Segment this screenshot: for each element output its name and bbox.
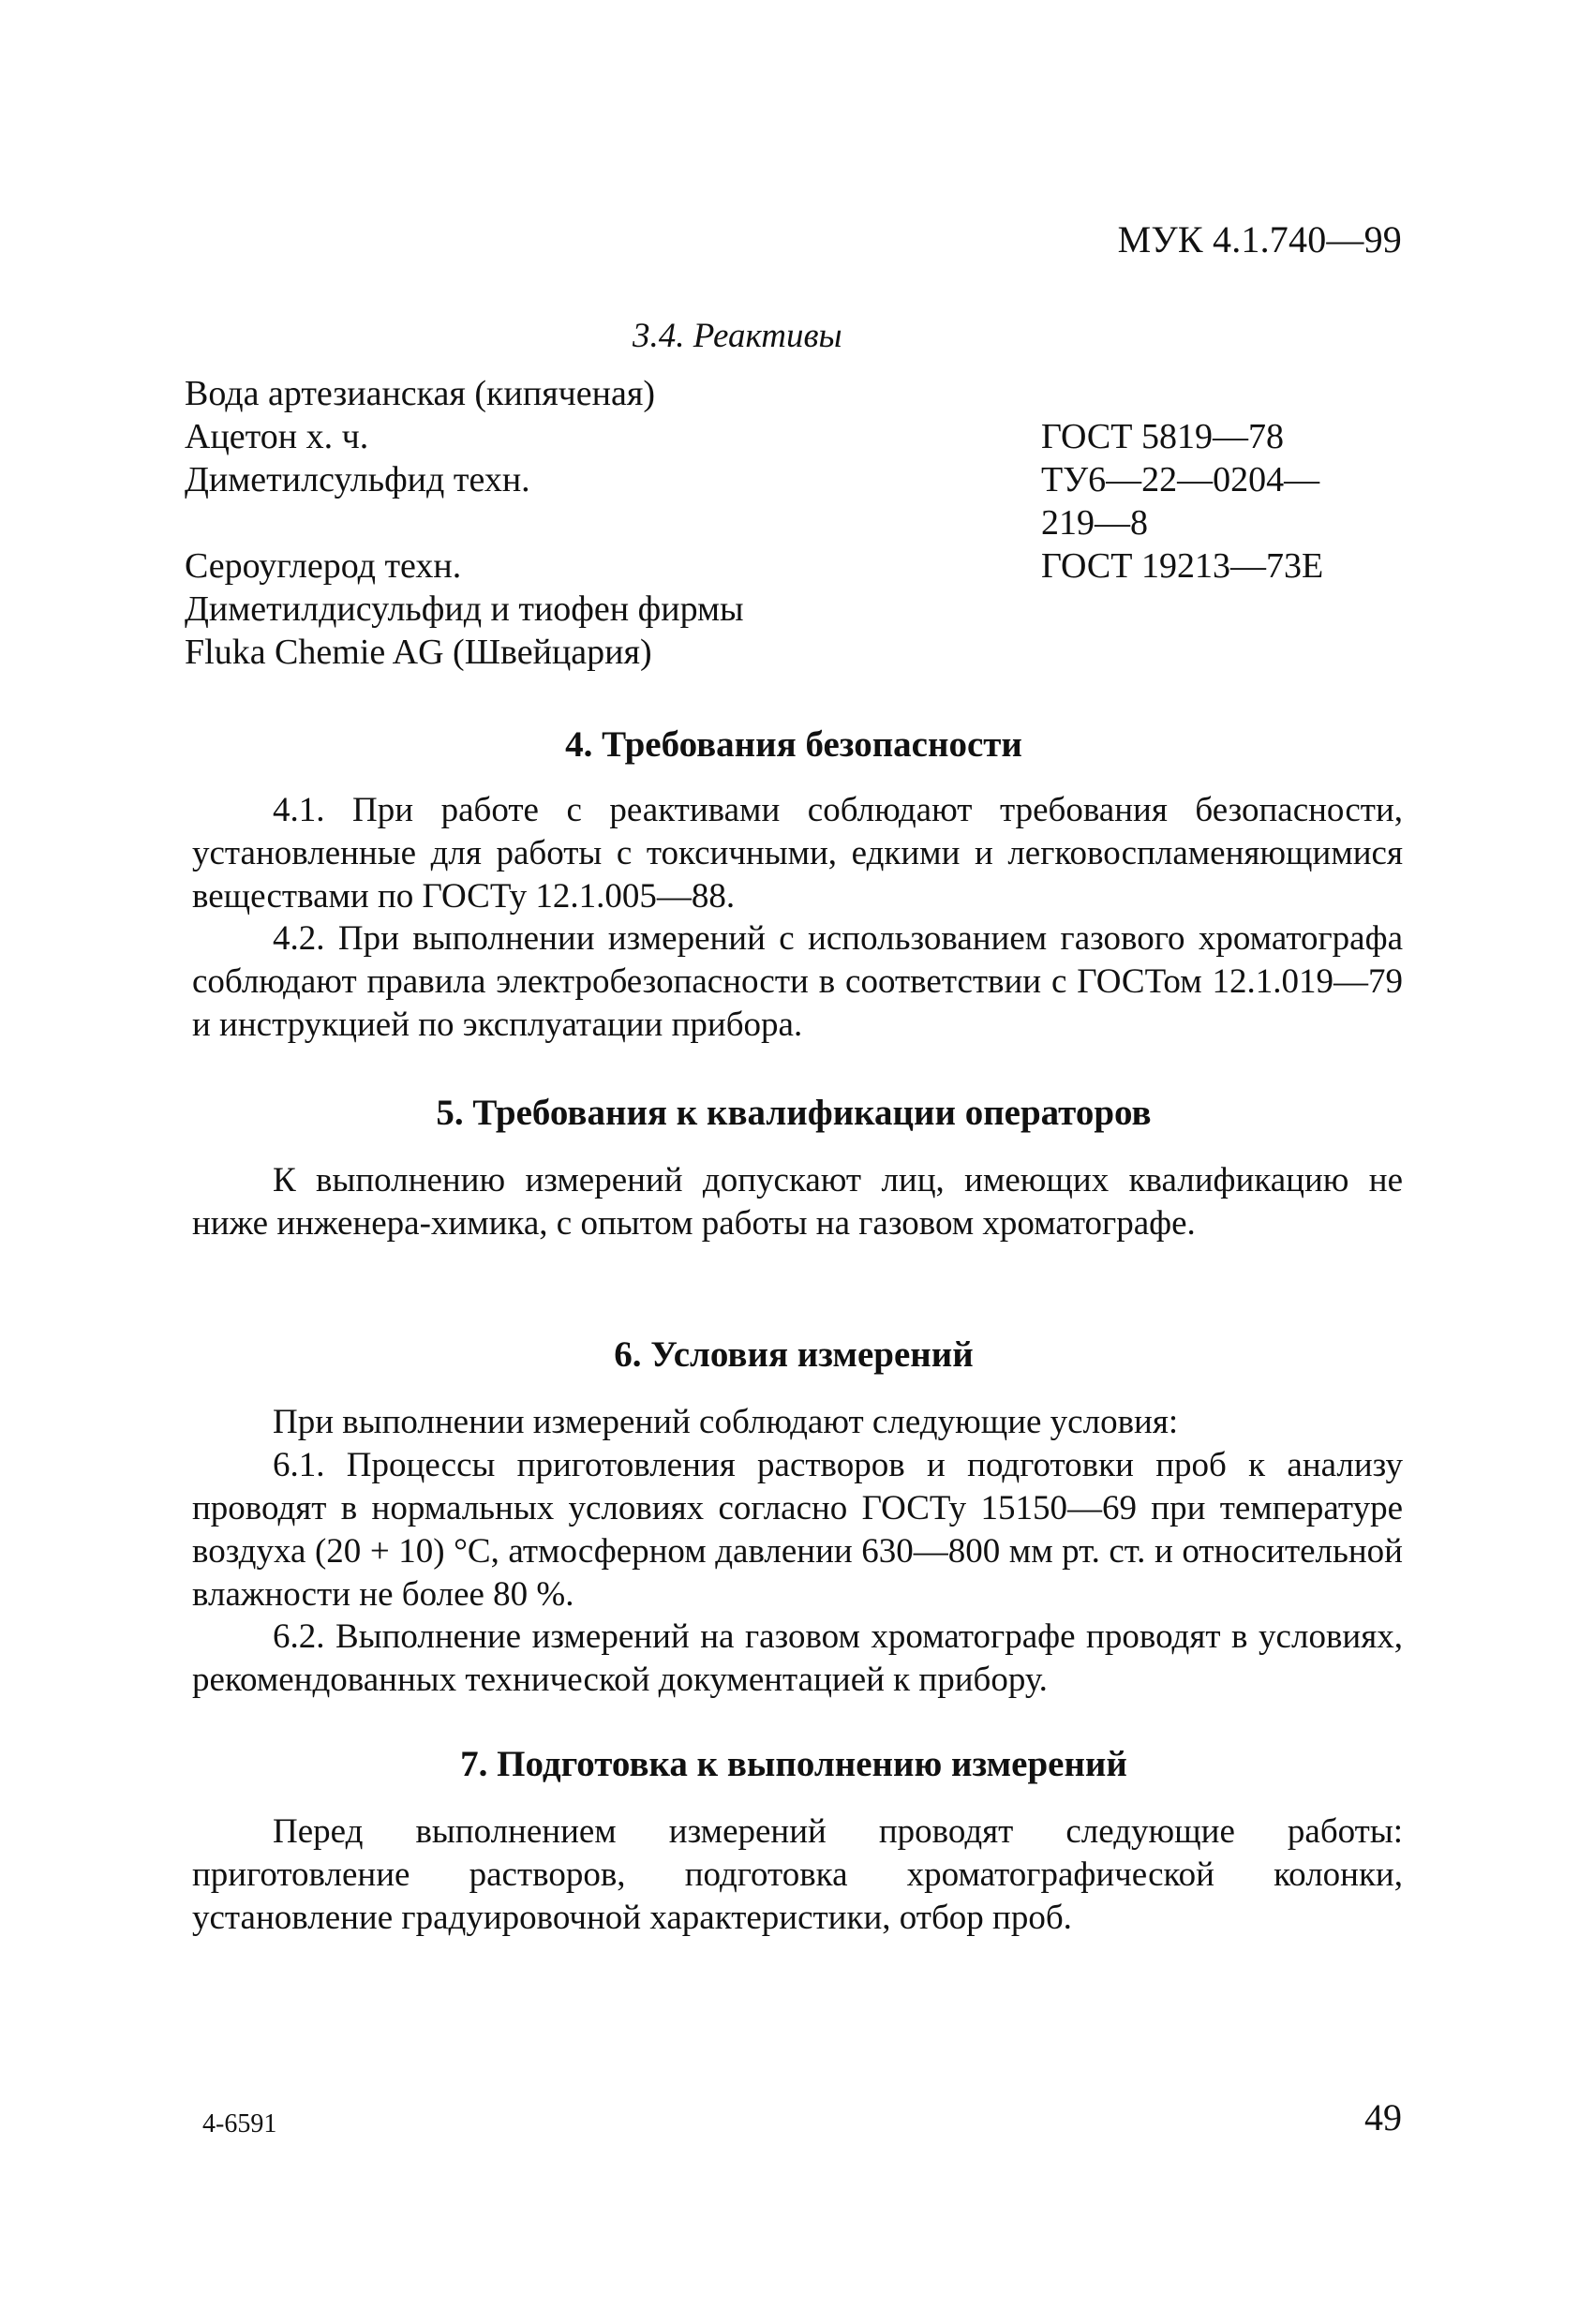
reagent-standard: ГОСТ 5819—78	[1041, 417, 1284, 456]
reagent-standard: 219—8	[1041, 503, 1148, 543]
reagent-row	[185, 415, 1403, 458]
reagent-name: Диметилдисульфид и тиофен фирмы	[185, 589, 744, 629]
section-heading-operator-qualification: 5. Требования к квалификации операторов	[436, 1093, 1152, 1133]
reagent-row	[185, 631, 1403, 674]
reagents-title: 3.4. Реактивы	[633, 317, 842, 355]
reagent-name: Вода артезианская (кипяченая)	[185, 374, 655, 413]
section-heading-safety: 4. Требования безопасности	[565, 724, 1022, 765]
safety-paragraph-4-1: 4.1. При работе с реактивами соблюдают требования безопасности, установленные для работы с токсичными, едкими и легковоспламеняющимися веществами по ГОСТу 12.1.005—88.	[192, 791, 1403, 916]
document-code: МУК 4.1.740—99	[1117, 218, 1402, 261]
reagent-row	[185, 458, 1403, 501]
reagent-row	[185, 501, 1403, 544]
reagent-row	[185, 588, 1403, 631]
safety-paragraph-4-2: 4.2. При выполнении измерений с использованием газового хроматографа соблюдают правила электробезопасности в соответствии с ГОСТом 12.1.019—79 и инструкцией по эксплуатации прибора.	[192, 919, 1403, 1044]
reagent-standard: ГОСТ 19213—73Е	[1041, 546, 1324, 586]
reagent-name: Диметилсульфид техн.	[185, 460, 530, 499]
page-number: 49	[1364, 2096, 1402, 2138]
reagent-name: Fluka Chemie AG (Швейцария)	[185, 633, 652, 672]
reagents-list	[185, 372, 1403, 691]
preparation-paragraph: Перед выполнением измерений проводят следующие работы: приготовление растворов, подготовка хроматографической колонки, установление градуировочной характеристики, отбор проб.	[192, 1812, 1403, 1937]
reagent-standard: ТУ6—22—0204—	[1041, 460, 1320, 499]
reagent-name: Ацетон х. ч.	[185, 417, 369, 456]
section-heading-measurement-conditions: 6. Условия измерений	[614, 1334, 974, 1375]
footer-code: 4-6591	[202, 2109, 277, 2138]
conditions-intro: При выполнении измерений соблюдают следующие условия:	[273, 1403, 1179, 1441]
reagent-row	[185, 372, 1403, 415]
section-heading-measurement-preparation: 7. Подготовка к выполнению измерений	[460, 1744, 1127, 1784]
conditions-paragraph-6-2: 6.2. Выполнение измерений на газовом хроматографе проводят в условиях, рекомендованных технической документацией к прибору.	[192, 1617, 1403, 1699]
conditions-paragraph-6-1: 6.1. Процессы приготовления растворов и подготовки проб к анализу проводят в нормальных условиях согласно ГОСТу 15150—69 при температуре воздуха (20 + 10) °С, атмосферном давлении 630—800 мм рт. ст. и относительной влажности не более 80 %.	[192, 1446, 1403, 1614]
reagent-name: Сероуглерод техн.	[185, 546, 462, 586]
qualification-paragraph: К выполнению измерений допускают лиц, имеющих квалификацию не ниже инженера-химика, с опытом работы на газовом хроматографе.	[192, 1161, 1403, 1243]
reagent-row	[185, 544, 1403, 588]
